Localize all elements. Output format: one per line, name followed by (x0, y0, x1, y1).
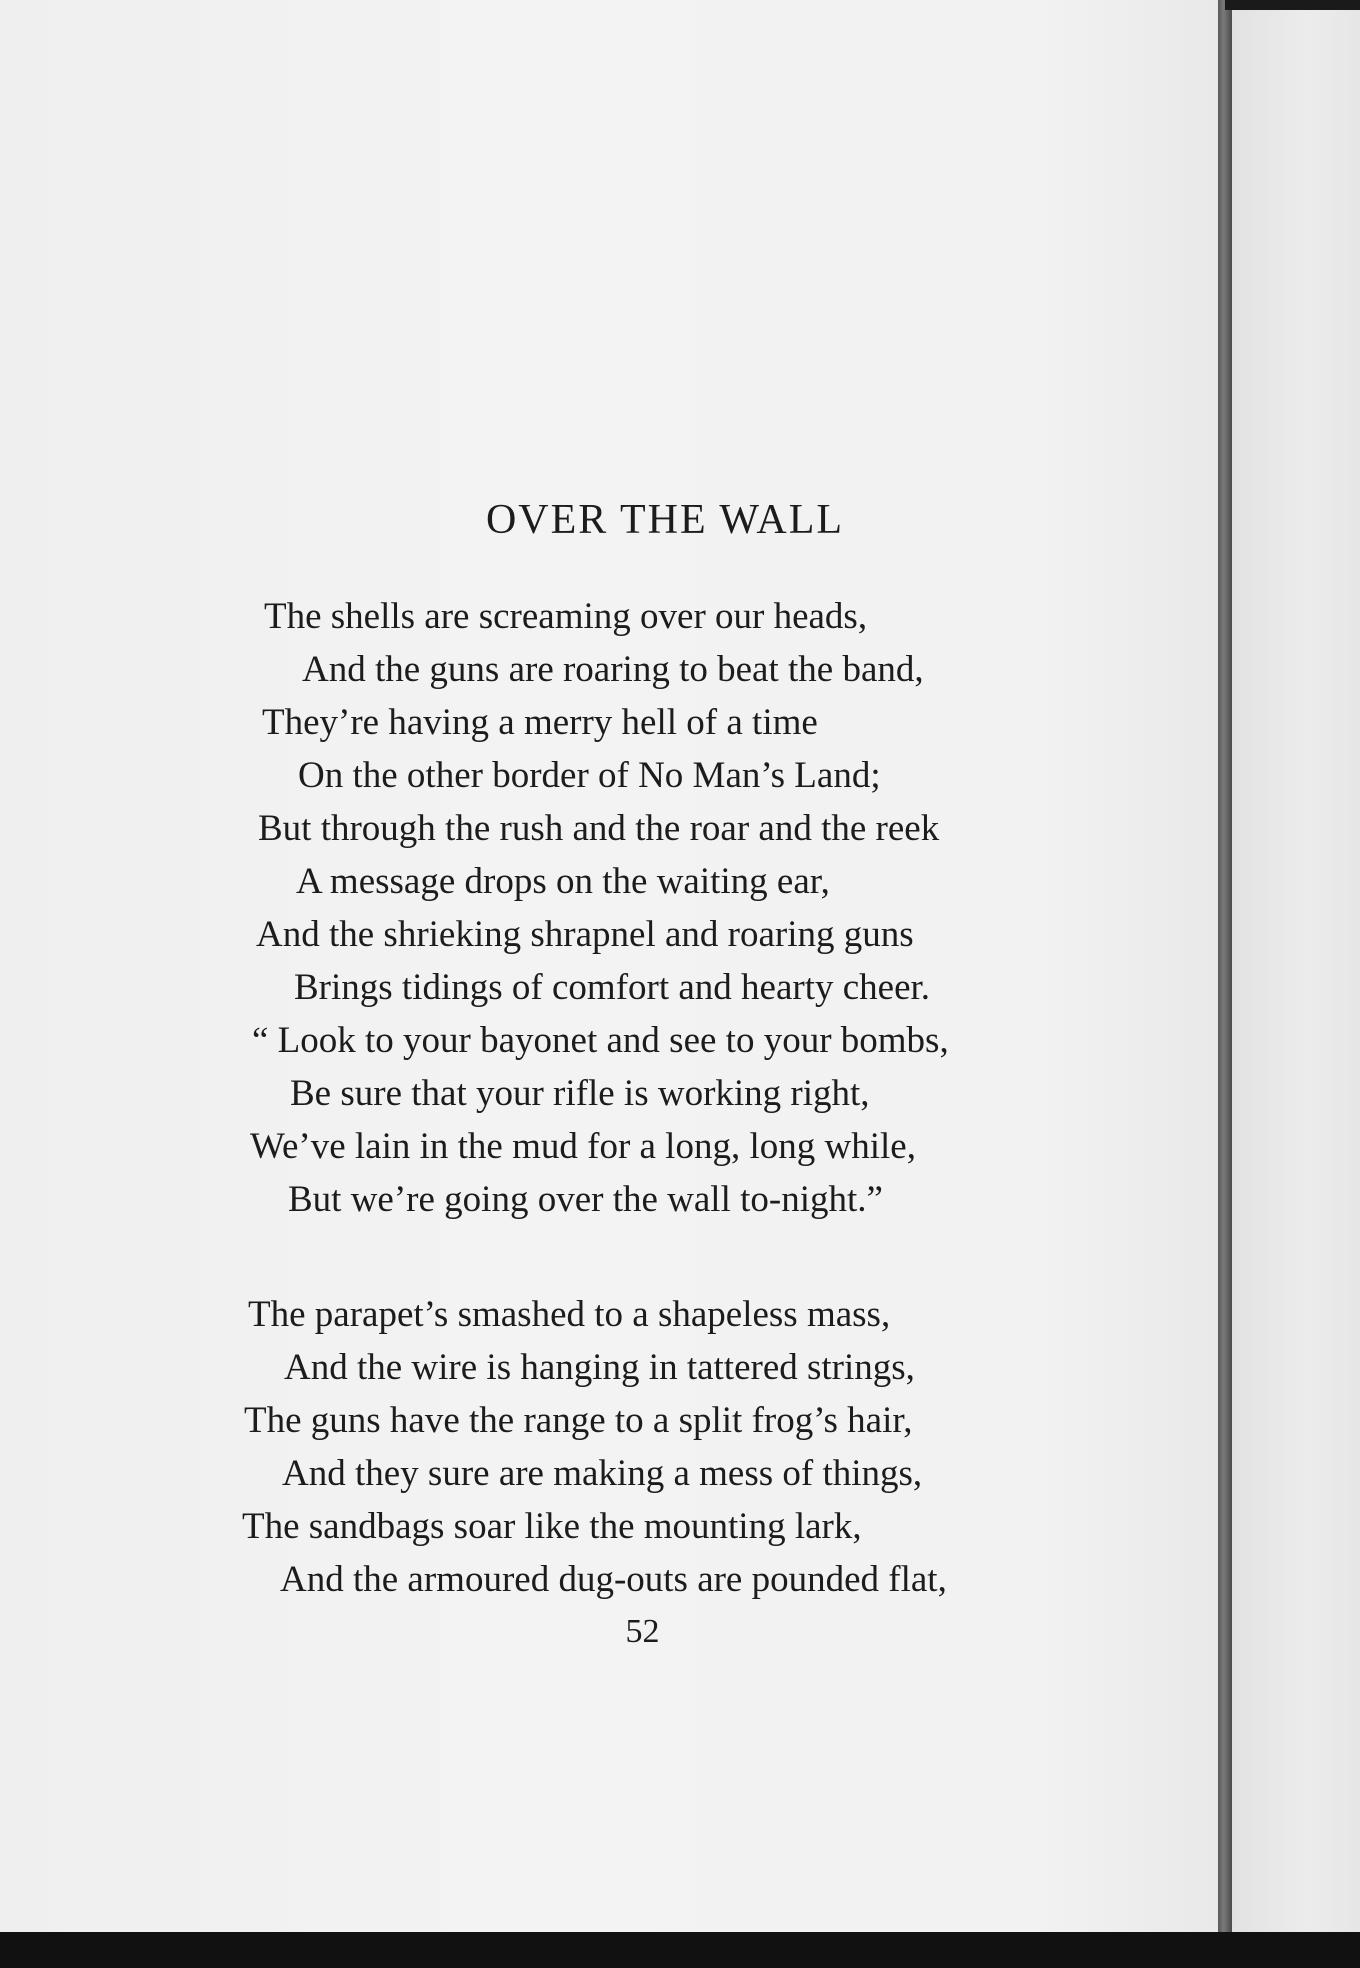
poem-line: But through the rush and the roar and the reek (258, 808, 940, 849)
poem-line: Be sure that your rifle is working right, (290, 1073, 870, 1114)
poem-line: And the armoured dug-outs are pounded flat, (280, 1559, 947, 1600)
bottom-shadow-band (0, 1932, 1360, 1968)
poem-line: And the wire is hanging in tattered strings, (284, 1347, 915, 1388)
poem-line: A message drops on the waiting ear, (296, 861, 830, 902)
poem-line: And the guns are roaring to beat the band, (302, 649, 924, 690)
poem-line: The shells are screaming over our heads, (264, 596, 868, 637)
poem-line: The guns have the range to a split frog’s hair, (244, 1400, 913, 1441)
poem-line: On the other border of No Man’s Land; (298, 755, 881, 796)
poem-line: We’ve lain in the mud for a long, long while, (250, 1126, 916, 1167)
poem-line: They’re having a merry hell of a time (262, 702, 818, 743)
poem-line: The parapet’s smashed to a shapeless mass, (248, 1294, 891, 1335)
top-shadow-edge (1225, 0, 1360, 10)
poem-line: “ Look to your bayonet and see to your bombs, (252, 1020, 949, 1061)
page-number: 52 (625, 1613, 660, 1650)
poem-line: But we’re going over the wall to-night.” (288, 1179, 883, 1220)
poem-title: OVER THE WALL (485, 497, 845, 543)
poem-line: And they sure are making a mess of things, (282, 1453, 923, 1494)
poem-line: Brings tidings of comfort and hearty cheer. (294, 967, 931, 1008)
poem-line: The sandbags soar like the mounting lark, (242, 1506, 862, 1547)
poem-line: And the shrieking shrapnel and roaring guns (256, 914, 914, 955)
